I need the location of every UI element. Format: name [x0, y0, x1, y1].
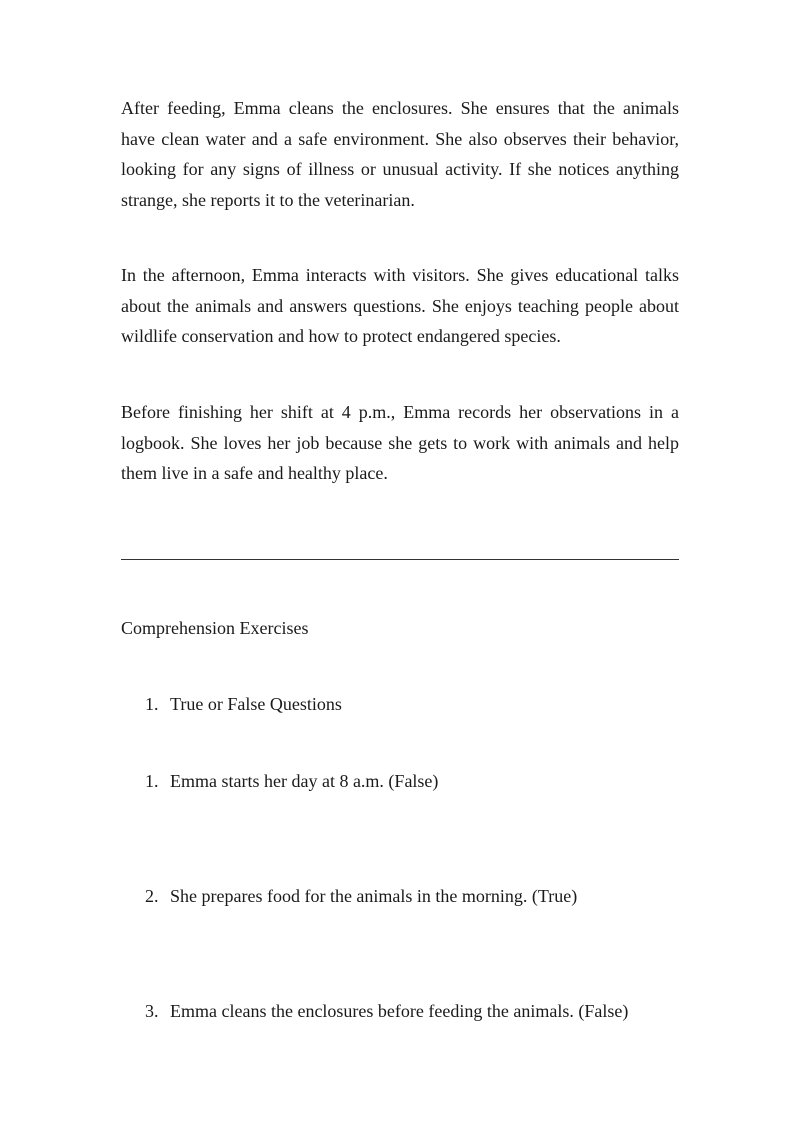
section-heading: Comprehension Exercises [121, 618, 309, 638]
list-text: Emma cleans the enclosures before feeding the animals. (False) [170, 1001, 629, 1021]
horizontal-divider [121, 559, 679, 560]
question-item [145, 882, 577, 910]
list-text: Emma starts her day at 8 a.m. (False) [170, 771, 439, 791]
list-number: 3. [145, 1001, 159, 1021]
exercise-section-title [145, 690, 342, 718]
paragraph-afternoon: In the afternoon, Emma interacts with visitors. She gives educational talks about the animals and answers questions. She enjoys teaching people about wildlife conservation and how to protect endangered species. [121, 265, 679, 346]
list-text: True or False Questions [170, 694, 342, 714]
list-text: She prepares food for the animals in the morning. (True) [170, 886, 578, 906]
list-number: 2. [145, 886, 159, 906]
question-item [145, 767, 438, 795]
list-number: 1. [145, 771, 159, 791]
list-number: 1. [145, 694, 159, 714]
question-item [145, 997, 628, 1025]
paragraph-end-of-shift: Before finishing her shift at 4 p.m., Emma records her observations in a logbook. She loves her job because she gets to work with animals and help them live in a safe and healthy place. [121, 402, 679, 483]
paragraph-after-feeding: After feeding, Emma cleans the enclosures. She ensures that the animals have clean water and a safe environment. She also observes their behavior, looking for any signs of illness or unusual activity. If she notices anything strange, she reports it to the veterinarian. [121, 98, 679, 210]
